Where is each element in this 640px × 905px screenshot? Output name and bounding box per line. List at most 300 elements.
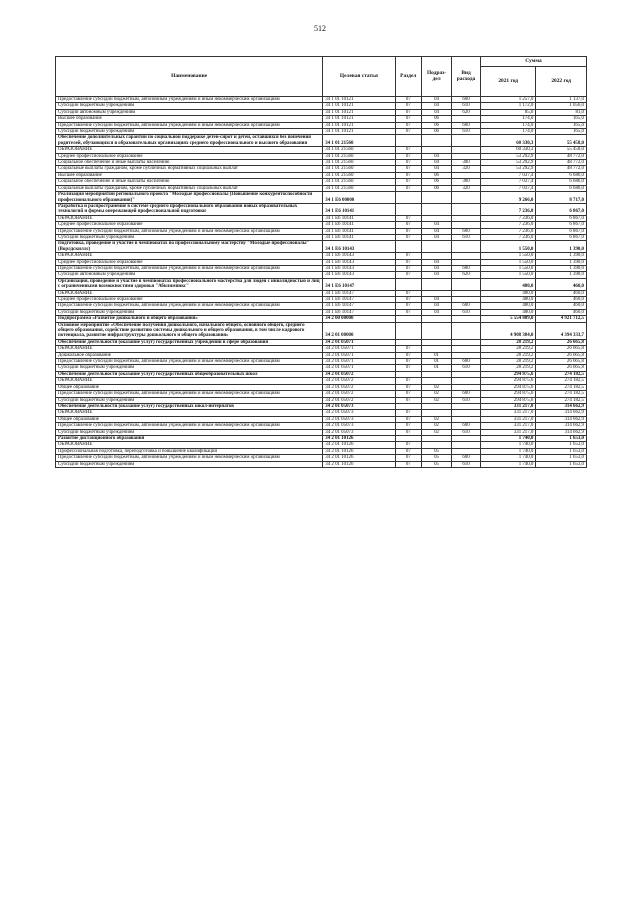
row-expense-kind — [452, 135, 481, 147]
row-article: 34 1 Е6 10141 — [323, 215, 395, 221]
row-expense-kind: 300 — [452, 160, 481, 166]
row-subsection: 06 — [422, 122, 452, 128]
row-amount-2022: 314 662,9 — [536, 403, 587, 409]
row-amount-2022: 460,0 — [536, 297, 587, 303]
row-article: 34 1 Е6 10147 — [323, 297, 395, 303]
row-amount-2022: 6 686,0 — [536, 185, 587, 191]
row-name: Предоставление субсидий бюджетным, автономным учреждениям и иным некоммерческим организациям — [56, 122, 323, 128]
row-article: 34 2 00 00000 — [323, 316, 395, 322]
row-subsection: 04 — [422, 234, 452, 240]
row-amount-2021: 480,0 — [480, 278, 535, 290]
row-amount-2022: 165,0 — [536, 116, 587, 122]
row-section: 07 — [395, 116, 421, 122]
row-section: 07 — [395, 222, 421, 228]
row-section: 07 — [395, 272, 421, 278]
row-article: 34 2 01 05072 — [323, 397, 395, 403]
row-name: Субсидии автономным учреждениям — [56, 109, 323, 115]
row-amount-2021: 7 037,4 — [480, 179, 535, 185]
row-subsection: 06 — [422, 116, 452, 122]
row-article: 34 1 01 10121 — [323, 129, 395, 135]
row-section: 07 — [395, 352, 421, 358]
page-number: 512 — [314, 24, 326, 33]
row-expense-kind: 320 — [452, 166, 481, 172]
row-amount-2021: 1 550,0 — [480, 272, 535, 278]
row-section: 07 — [395, 160, 421, 166]
row-name: Среднее профессиональное образование — [56, 297, 323, 303]
row-expense-kind — [452, 322, 481, 339]
row-amount-2021: 1 550,0 — [480, 253, 535, 259]
row-amount-2021: 1 550,0 — [480, 259, 535, 265]
row-subsection: 04 — [422, 153, 452, 159]
row-name: Среднее профессиональное образование — [56, 153, 323, 159]
row-amount-2022: 314 662,9 — [536, 423, 587, 429]
row-amount-2021: 28 219,2 — [480, 352, 535, 358]
row-article: 34 1 01 21560 — [323, 160, 395, 166]
row-amount-2022: 55 458,0 — [536, 147, 587, 153]
row-amount-2021: 53 292,9 — [480, 160, 535, 166]
row-name: Предоставление субсидий бюджетным, автономным учреждениям и иным некоммерческим организациям — [56, 391, 323, 397]
row-amount-2021: 1 550,0 — [480, 241, 535, 253]
row-amount-2021: 294 875,6 — [480, 391, 535, 397]
table-row — [56, 278, 587, 290]
row-expense-kind: 600 — [452, 423, 481, 429]
row-amount-2022: 6 867,0 — [536, 222, 587, 228]
row-name: Субсидии автономным учреждениям — [56, 272, 323, 278]
row-name: Общее образование — [56, 416, 323, 422]
row-section — [395, 192, 421, 204]
row-section: 07 — [395, 423, 421, 429]
row-section: 07 — [395, 359, 421, 365]
row-expense-kind: 600 — [452, 359, 481, 365]
row-amount-2022: 1 390,0 — [536, 272, 587, 278]
row-expense-kind: 600 — [452, 122, 481, 128]
row-section — [395, 322, 421, 339]
row-article: 34 1 01 21560 — [323, 135, 395, 147]
row-name: Обеспечение деятельности (оказание услуг) государственных общеобразовательных школ — [56, 371, 323, 377]
row-amount-2022: 1 390,0 — [536, 253, 587, 259]
row-section: 07 — [395, 147, 421, 153]
row-article: 34 2 01 05071 — [323, 359, 395, 365]
row-name: Обеспечение деятельности (оказание услуг) государственных учреждений в сфере образования — [56, 339, 323, 345]
row-amount-2021: 1 550,0 — [480, 265, 535, 271]
row-expense-kind — [452, 241, 481, 253]
row-expense-kind: 600 — [452, 265, 481, 271]
row-section: 07 — [395, 129, 421, 135]
row-amount-2021: 1 740,0 — [480, 448, 535, 454]
row-article: 34 2 01 05073 — [323, 423, 395, 429]
row-section — [395, 241, 421, 253]
row-section: 07 — [395, 365, 421, 371]
row-section: 07 — [395, 442, 421, 448]
table-header — [56, 57, 587, 97]
row-amount-2021: 7 236,0 — [480, 234, 535, 240]
row-amount-2021: 294 875,6 — [480, 378, 535, 384]
row-expense-kind: 300 — [452, 179, 481, 185]
row-section: 07 — [395, 410, 421, 416]
row-amount-2022: 274 182,5 — [536, 371, 587, 377]
row-section: 07 — [395, 122, 421, 128]
row-subsection: 04 — [422, 259, 452, 265]
row-amount-2021: 7 236,0 — [480, 222, 535, 228]
row-amount-2022: 274 182,5 — [536, 397, 587, 403]
row-article: 34 1 01 10121 — [323, 109, 395, 115]
row-name: Подготовка, проведение и участие в чемпионатах по профессиональному мастерству "Молодые профессионалы" (Ворлдскиллс) — [56, 241, 323, 253]
row-section: 07 — [395, 384, 421, 390]
row-amount-2022: 1 137,0 — [536, 97, 587, 103]
row-amount-2022: 6 867,0 — [536, 215, 587, 221]
row-expense-kind: 610 — [452, 309, 481, 315]
row-article: 34 1 01 10121 — [323, 116, 395, 122]
row-subsection: 04 — [422, 265, 452, 271]
row-amount-2021: 174,0 — [480, 116, 535, 122]
row-section: 07 — [395, 109, 421, 115]
row-amount-2021: 294 875,6 — [480, 371, 535, 377]
row-name: Высшее образование — [56, 116, 323, 122]
row-amount-2021: 294 875,6 — [480, 384, 535, 390]
row-subsection: 02 — [422, 429, 452, 435]
row-amount-2022: 460,0 — [536, 303, 587, 309]
row-name: Субсидии бюджетным учреждениям — [56, 103, 323, 109]
row-name: Реализация мероприятий регионального проекта "Молодые профессионалы (Повышение конкурентоспособности профессионального образования)" — [56, 192, 323, 204]
header-expense-kind: Вид расхода — [452, 57, 481, 97]
row-article: 34 2 01 05072 — [323, 378, 395, 384]
row-section: 07 — [395, 97, 421, 103]
row-name: Среднее профессиональное образование — [56, 222, 323, 228]
row-name: Субсидии бюджетным учреждениям — [56, 129, 323, 135]
row-subsection: 06 — [422, 172, 452, 178]
row-name: Субсидии бюджетным учреждениям — [56, 309, 323, 315]
row-subsection: 05 — [422, 461, 452, 467]
row-subsection — [422, 192, 452, 204]
row-section: 07 — [395, 172, 421, 178]
row-subsection: 02 — [422, 384, 452, 390]
row-amount-2022: 165,0 — [536, 122, 587, 128]
row-name: ОБРАЗОВАНИЕ — [56, 410, 323, 416]
row-amount-2021: 28 219,2 — [480, 339, 535, 345]
row-name: Подпрограмма «Развитие дошкольного и общего образования» — [56, 316, 323, 322]
row-amount-2022: 274 182,5 — [536, 391, 587, 397]
row-amount-2022: 460,0 — [536, 290, 587, 296]
row-amount-2021: 9 266,0 — [480, 192, 535, 204]
row-name: Обеспечение деятельности (оказание услуг) государственных школ-интернатов — [56, 403, 323, 409]
row-article: 34 2 01 10126 — [323, 448, 395, 454]
row-article: 34 1 Е6 10141 — [323, 228, 395, 234]
row-amount-2022: 1 653,0 — [536, 435, 587, 441]
row-amount-2021: 28 219,2 — [480, 346, 535, 352]
row-article: 34 2 01 10126 — [323, 461, 395, 467]
row-amount-2021: 331 217,0 — [480, 429, 535, 435]
row-section — [395, 135, 421, 147]
row-name: Профессиональная подготовка, переподготовка и повышение квалификации — [56, 448, 323, 454]
row-subsection: 01 — [422, 365, 452, 371]
row-subsection: 06 — [422, 179, 452, 185]
row-amount-2022: 8 717,0 — [536, 192, 587, 204]
row-amount-2021: 60 330,3 — [480, 147, 535, 153]
row-section: 07 — [395, 448, 421, 454]
row-amount-2021: 480,0 — [480, 309, 535, 315]
row-subsection: 04 — [422, 222, 452, 228]
row-name: Субсидии бюджетным учреждениям — [56, 397, 323, 403]
row-article: 34 2 01 05071 — [323, 352, 395, 358]
row-amount-2021: 174,0 — [480, 122, 535, 128]
row-expense-kind: 620 — [452, 109, 481, 115]
row-expense-kind: 620 — [452, 272, 481, 278]
row-subsection: 04 — [422, 166, 452, 172]
row-amount-2022: 1 390,0 — [536, 259, 587, 265]
row-amount-2022: 26 665,8 — [536, 346, 587, 352]
row-section: 07 — [395, 228, 421, 234]
row-name: ОБРАЗОВАНИЕ — [56, 442, 323, 448]
row-amount-2021: 7 037,4 — [480, 172, 535, 178]
row-name: Социальное обеспечение и иные выплаты населению — [56, 179, 323, 185]
row-name: Высшее образование — [56, 172, 323, 178]
row-article: 34 1 01 10121 — [323, 122, 395, 128]
row-amount-2021: 53 292,9 — [480, 153, 535, 159]
row-article: 34 1 Е6 10143 — [323, 272, 395, 278]
row-section: 07 — [395, 103, 421, 109]
row-subsection: 04 — [422, 309, 452, 315]
row-name: Обеспечение дополнительных гарантий по социальной поддержке детей-сирот и детей, оставшихся без попечения родителей, обучающихся в образовательных организациях среднего профессионального и высшего образования — [56, 135, 323, 147]
row-name: Субсидии бюджетным учреждениям — [56, 461, 323, 467]
row-subsection: 02 — [422, 397, 452, 403]
row-amount-2022: 26 665,8 — [536, 339, 587, 345]
row-expense-kind: 600 — [452, 228, 481, 234]
row-article: 34 2 01 00000 — [323, 322, 395, 339]
row-expense-kind: 600 — [452, 97, 481, 103]
row-amount-2022: 1 653,0 — [536, 455, 587, 461]
row-amount-2021: 53 292,9 — [480, 166, 535, 172]
row-expense-kind — [452, 203, 481, 215]
row-amount-2022: 26 665,8 — [536, 359, 587, 365]
row-amount-2021: 331 217,0 — [480, 403, 535, 409]
row-name: Предоставление субсидий бюджетным, автономным учреждениям и иным некоммерческим организациям — [56, 303, 323, 309]
row-section: 07 — [395, 185, 421, 191]
row-section: 07 — [395, 297, 421, 303]
header-year-2022: 2022 год — [536, 67, 587, 97]
row-amount-2021: 7 037,4 — [480, 185, 535, 191]
row-section: 07 — [395, 461, 421, 467]
row-subsection: 04 — [422, 303, 452, 309]
header-year-2021: 2021 год — [480, 67, 535, 97]
table-body — [56, 97, 587, 468]
row-article: 34 1 Е6 10143 — [323, 259, 395, 265]
row-name: Развитие дистанционного образования — [56, 435, 323, 441]
row-name: Предоставление субсидий бюджетным, автономным учреждениям и иным некоммерческим организациям — [56, 423, 323, 429]
row-section: 07 — [395, 234, 421, 240]
row-amount-2022: 6 686,0 — [536, 172, 587, 178]
row-name: Основное мероприятие «Обеспечение получения дошкольного, начального общего, основного общего, среднего общего образования, содействие развитию системы дошкольного и общего образования, в том числе кадрового потенциала, развитие инфраструктуры дошкольного и общего образования» — [56, 322, 323, 339]
row-name: Общее образование — [56, 384, 323, 390]
row-subsection: 04 — [422, 160, 452, 166]
row-amount-2021: 7 236,0 — [480, 228, 535, 234]
row-expense-kind: 610 — [452, 461, 481, 467]
header-name: Наименование — [56, 57, 323, 97]
row-amount-2022: 48 772,0 — [536, 166, 587, 172]
row-amount-2021: 28 219,2 — [480, 365, 535, 371]
row-amount-2022: 1 653,0 — [536, 442, 587, 448]
row-amount-2021: 28 219,2 — [480, 359, 535, 365]
header-sum: Сумма — [480, 57, 586, 67]
row-amount-2021: 480,0 — [480, 290, 535, 296]
row-amount-2021: 4 908 384,0 — [480, 322, 535, 339]
row-amount-2021: 294 875,6 — [480, 397, 535, 403]
row-name: ОБРАЗОВАНИЕ — [56, 346, 323, 352]
header-article: Целевая статья — [323, 57, 395, 97]
row-section: 07 — [395, 215, 421, 221]
row-amount-2022: 460,0 — [536, 309, 587, 315]
row-article: 34 2 01 05071 — [323, 365, 395, 371]
row-subsection: 04 — [422, 97, 452, 103]
row-amount-2022: 26 665,8 — [536, 365, 587, 371]
row-article: 34 1 01 21560 — [323, 147, 395, 153]
row-subsection — [422, 135, 452, 147]
row-article: 34 1 01 21560 — [323, 166, 395, 172]
row-article: 34 2 01 05073 — [323, 416, 395, 422]
row-amount-2022: 6 867,0 — [536, 228, 587, 234]
table-row — [56, 192, 587, 204]
row-amount-2021: 1 740,0 — [480, 442, 535, 448]
row-section: 07 — [395, 303, 421, 309]
row-article: 34 2 01 05072 — [323, 384, 395, 390]
row-section: 07 — [395, 378, 421, 384]
row-name: ОБРАЗОВАНИЕ — [56, 147, 323, 153]
row-expense-kind: 610 — [452, 429, 481, 435]
row-subsection — [422, 241, 452, 253]
row-amount-2022: 4 921 712,5 — [536, 316, 587, 322]
row-name: Предоставление субсидий бюджетным, автономным учреждениям и иным некоммерческим организациям — [56, 359, 323, 365]
row-article: 34 2 01 10126 — [323, 442, 395, 448]
row-amount-2021: 85,0 — [480, 109, 535, 115]
row-article: 34 2 01 05071 — [323, 339, 395, 345]
table-row — [56, 203, 587, 215]
row-amount-2021: 5 554 809,0 — [480, 316, 535, 322]
row-amount-2022: 314 662,9 — [536, 429, 587, 435]
row-article: 34 2 01 05073 — [323, 410, 395, 416]
row-amount-2022: 1 390,0 — [536, 265, 587, 271]
row-subsection: 05 — [422, 455, 452, 461]
row-name: ОБРАЗОВАНИЕ — [56, 253, 323, 259]
row-section: 07 — [395, 429, 421, 435]
row-article: 34 1 01 21560 — [323, 179, 395, 185]
row-subsection: 06 — [422, 185, 452, 191]
row-subsection: 06 — [422, 129, 452, 135]
row-expense-kind: 610 — [452, 365, 481, 371]
row-amount-2022: 1 653,0 — [536, 461, 587, 467]
row-article: 34 1 Е6 10141 — [323, 222, 395, 228]
row-section: 07 — [395, 290, 421, 296]
row-amount-2021: 331 217,0 — [480, 423, 535, 429]
row-subsection — [422, 278, 452, 290]
row-amount-2021: 174,0 — [480, 129, 535, 135]
row-name: Предоставление субсидий бюджетным, автономным учреждениям и иным некоммерческим организациям — [56, 97, 323, 103]
row-article: 34 1 Е6 10147 — [323, 309, 395, 315]
row-section: 07 — [395, 346, 421, 352]
row-name: Субсидии бюджетным учреждениям — [56, 234, 323, 240]
row-expense-kind: 610 — [452, 234, 481, 240]
row-article: 34 1 Е6 10143 — [323, 253, 395, 259]
row-amount-2022: 4 394 333,7 — [536, 322, 587, 339]
row-article: 34 2 01 05072 — [323, 391, 395, 397]
row-subsection: 04 — [422, 228, 452, 234]
row-expense-kind: 610 — [452, 397, 481, 403]
row-amount-2021: 331 217,0 — [480, 410, 535, 416]
row-subsection: 02 — [422, 423, 452, 429]
header-subsection: Подраз-дел — [422, 57, 452, 97]
row-article: 34 2 01 05072 — [323, 371, 395, 377]
row-name: Предоставление субсидий бюджетным, автономным учреждениям и иным некоммерческим организациям — [56, 265, 323, 271]
row-section: 07 — [395, 153, 421, 159]
row-amount-2021: 1 172,0 — [480, 103, 535, 109]
row-amount-2021: 60 330,3 — [480, 135, 535, 147]
row-subsection — [422, 322, 452, 339]
row-name: Организация, проведение и участие в чемпионатах профессионального мастерства для людей с инвалидностью и лиц с ограниченными возможностями здоровья "Абилимпикс" — [56, 278, 323, 290]
row-name: Дошкольное образование — [56, 352, 323, 358]
row-amount-2022: 6 867,0 — [536, 203, 587, 215]
row-expense-kind: 600 — [452, 303, 481, 309]
row-subsection: 05 — [422, 448, 452, 454]
header-section: Раздел — [395, 57, 421, 97]
row-name: Социальные выплаты гражданам, кроме публичных нормативных социальных выплат — [56, 166, 323, 172]
row-name: Разработка и распространение в системе среднего профессионального образования новых образовательных технологий и формы опережающей профессиональной подготовки — [56, 203, 323, 215]
row-name: Социальное обеспечение и иные выплаты населению — [56, 160, 323, 166]
row-name: ОБРАЗОВАНИЕ — [56, 378, 323, 384]
row-subsection: 04 — [422, 109, 452, 115]
row-section: 07 — [395, 416, 421, 422]
row-amount-2022: 274 182,5 — [536, 384, 587, 390]
row-amount-2022: 1 056,0 — [536, 103, 587, 109]
row-article: 34 2 01 10126 — [323, 435, 395, 441]
row-subsection: 01 — [422, 352, 452, 358]
row-name: Среднее профессиональное образование — [56, 259, 323, 265]
row-section: 07 — [395, 166, 421, 172]
row-amount-2022: 274 182,5 — [536, 378, 587, 384]
row-article: 34 1 Е6 10141 — [323, 203, 395, 215]
row-amount-2021: 480,0 — [480, 297, 535, 303]
row-article: 34 1 01 10121 — [323, 97, 395, 103]
row-section: 07 — [395, 391, 421, 397]
row-name: ОБРАЗОВАНИЕ — [56, 290, 323, 296]
table-row — [56, 241, 587, 253]
row-subsection: 04 — [422, 272, 452, 278]
row-amount-2022: 6 686,0 — [536, 179, 587, 185]
row-amount-2022: 314 662,9 — [536, 410, 587, 416]
table-row — [56, 461, 587, 467]
row-expense-kind: 610 — [452, 129, 481, 135]
row-article: 34 1 Е6 10147 — [323, 278, 395, 290]
row-amount-2022: 460,0 — [536, 278, 587, 290]
row-section: 07 — [395, 259, 421, 265]
row-amount-2022: 48 772,0 — [536, 153, 587, 159]
row-amount-2021: 1 740,0 — [480, 455, 535, 461]
row-expense-kind: 320 — [452, 185, 481, 191]
row-subsection: 04 — [422, 297, 452, 303]
row-article: 34 2 01 05073 — [323, 429, 395, 435]
row-section: 07 — [395, 455, 421, 461]
row-article: 34 1 Е6 10147 — [323, 290, 395, 296]
row-article: 34 1 Е6 10143 — [323, 265, 395, 271]
row-article: 34 2 01 10126 — [323, 455, 395, 461]
row-expense-kind: 600 — [452, 455, 481, 461]
row-amount-2021: 1 740,0 — [480, 435, 535, 441]
row-amount-2022: 55 458,0 — [536, 135, 587, 147]
row-expense-kind: 600 — [452, 391, 481, 397]
row-amount-2022: 6 867,0 — [536, 234, 587, 240]
row-amount-2021: 480,0 — [480, 303, 535, 309]
row-section — [395, 278, 421, 290]
row-article: 34 1 01 21560 — [323, 185, 395, 191]
row-expense-kind: 610 — [452, 103, 481, 109]
row-name: ОБРАЗОВАНИЕ — [56, 215, 323, 221]
